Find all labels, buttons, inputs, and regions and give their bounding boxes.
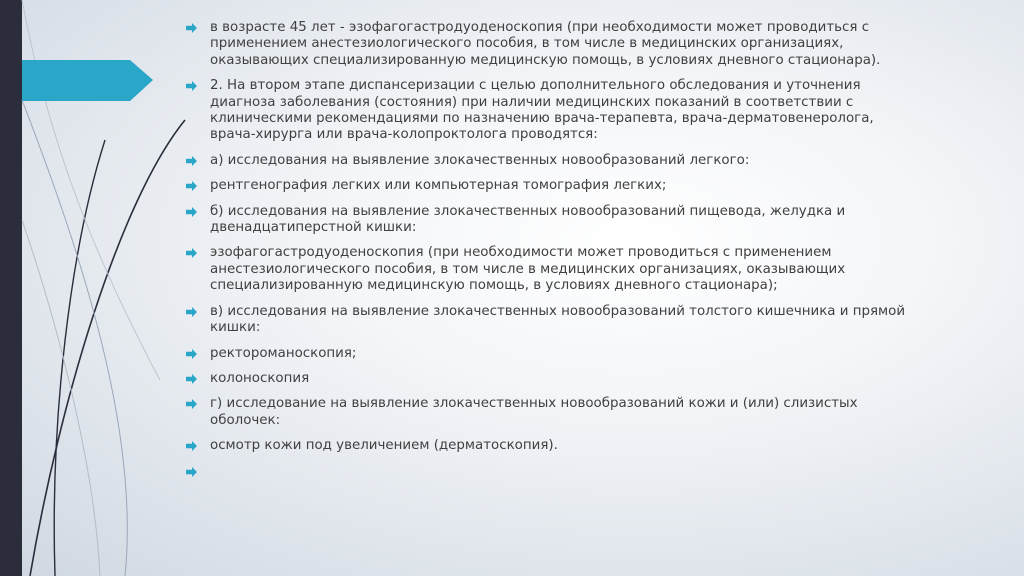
bullet-text: ректороманоскопия; <box>210 345 357 361</box>
arrow-bullet-icon <box>186 23 197 33</box>
list-item <box>186 153 906 169</box>
bullet-text: а) исследования на выявление злокачественных новообразований легкого: <box>210 152 750 168</box>
bullet-text: рентгенография легких или компьютерная томография легких; <box>210 178 667 194</box>
bullet-text: осмотр кожи под увеличением (дерматоскопия). <box>210 438 558 454</box>
list-item <box>186 78 906 144</box>
arrow-bullet-icon <box>186 248 197 258</box>
list-item <box>186 346 906 362</box>
bullet-list <box>186 20 906 489</box>
decor-curve-dark <box>30 120 185 576</box>
arrow-bullet-icon <box>186 399 197 409</box>
arrow-bullet-icon <box>186 181 197 191</box>
bullet-text: 2. На втором этапе диспансеризации с целью дополнительного обследования и уточнения диагноза заболевания (состояния) при наличии медицинских показаний в соответствии с клиническими рекомендациями по назначению врача-терапевта, врача-дерматовенеролога, врача-хирурга или врача-колопроктолога проводятся: <box>210 78 874 143</box>
arrow-bullet-icon <box>186 207 197 217</box>
arrow-bullet-icon <box>186 156 197 166</box>
bullet-text: в возрасте 45 лет - эзофагогастродуоденоскопия (при необходимости может проводиться с применением анестезиологического пособия, в том числе в медицинских организациях, оказывающих специализированную медицинскую помощь, в условиях дневного стационара). <box>210 20 881 68</box>
list-item <box>186 438 906 454</box>
arrow-bullet-icon <box>186 467 197 477</box>
list-item <box>186 20 906 69</box>
bullet-text: колоноскопия <box>210 370 310 386</box>
decor-curve-light <box>22 100 127 576</box>
arrow-bullet-icon <box>186 441 197 451</box>
bullet-text: г) исследование на выявление злокачественных новообразований кожи и (или) слизистых оболочек: <box>210 396 858 428</box>
arrow-bullet-icon <box>186 374 197 384</box>
arrow-right-icon <box>22 60 153 101</box>
bullet-text: эзофагогастродуоденоскопия (при необходимости может проводиться с применением анестезиологического пособия, в том числе в медицинских организациях, оказывающих специализированную медицинскую помощь, в условиях дневного стационара); <box>210 245 846 294</box>
list-item <box>186 396 906 429</box>
arrow-bullet-icon <box>186 349 197 359</box>
arrow-bullet-icon <box>186 81 197 91</box>
bullet-text: в) исследования на выявление злокачественных новообразований толстого кишечника и прямой кишки: <box>210 303 906 336</box>
bullet-text: б) исследования на выявление злокачественных новообразований пищевода, желудка и двенадцатиперстной кишки: <box>210 203 846 236</box>
decor-curve-light-2 <box>22 220 100 576</box>
list-item <box>186 464 906 480</box>
list-item <box>186 371 906 387</box>
list-item <box>186 204 906 237</box>
list-item <box>186 304 906 337</box>
arrow-bullet-icon <box>186 307 197 317</box>
list-item <box>186 178 906 194</box>
list-item <box>186 245 906 294</box>
